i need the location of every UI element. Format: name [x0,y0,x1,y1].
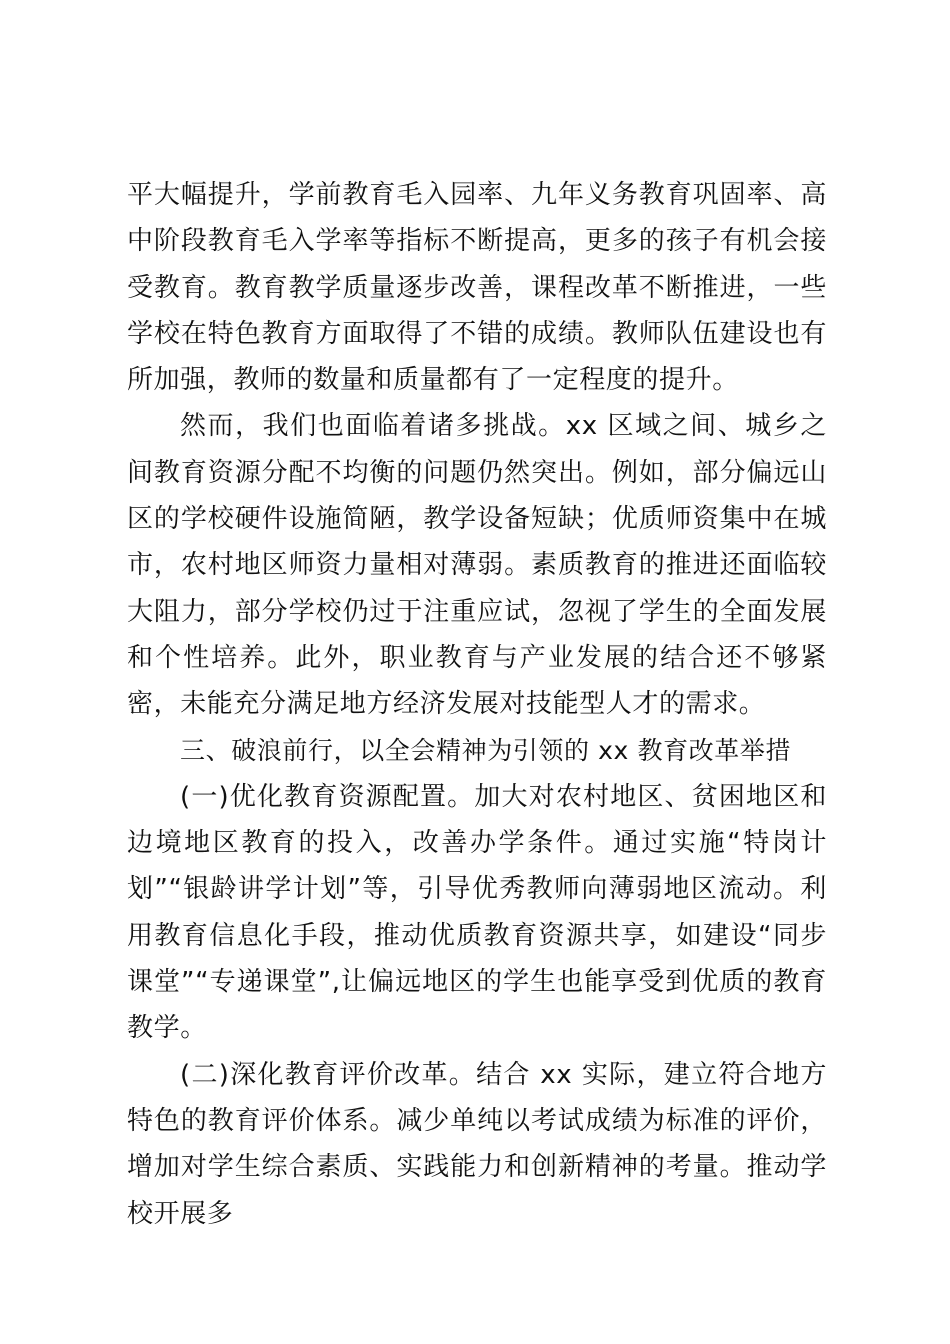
paragraph-continued-achievements: 平大幅提升，学前教育毛入园率、九年义务教育巩固率、高中阶段教育毛入学率等指标不断提高，更多的孩子有机会接受教育。教育教学质量逐步改善，课程改革不断推进，一些学校在特色教育方面取得了不错的成绩。教师队伍建设也有所加强，教师的数量和质量都有了一定程度的提升。 [127,180,827,396]
paragraph-evaluation-reform: (二)深化教育评价改革。结合 xx 实际，建立符合地方特色的教育评价体系。减少单纯以考试成绩为标准的评价，增加对学生综合素质、实践能力和创新精神的考量。推动学校开展多 [127,1059,827,1229]
section-heading-reform-measures: 三、破浪前行，以全会精神为引领的 xx 教育改革举措 [180,735,792,765]
paragraph-optimize-resources: (一)优化教育资源配置。加大对农村地区、贫困地区和边境地区教育的投入，改善办学条件。通过实施“特岗计划”“银龄讲学计划”等，引导优秀教师向薄弱地区流动。利用教育信息化手段，推动优质教育资源共享，如建设“同步课堂”“专递课堂”,让偏远地区的学生也能享受到优质的教育教学。 [127,781,827,1044]
document-body [127,172,827,1237]
paragraph-challenges: 然而，我们也面临着诸多挑战。xx 区域之间、城乡之间教育资源分配不均衡的问题仍然突出。例如，部分偏远山区的学校硬件设施简陋，教学设备短缺；优质师资集中在城市，农村地区师资力量相对薄弱。素质教育的推进还面临较大阻力，部分学校仍过于注重应试，忽视了学生的全面发展和个性培养。此外，职业教育与产业发展的结合还不够紧密，未能充分满足地方经济发展对技能型人才的需求。 [127,411,827,720]
